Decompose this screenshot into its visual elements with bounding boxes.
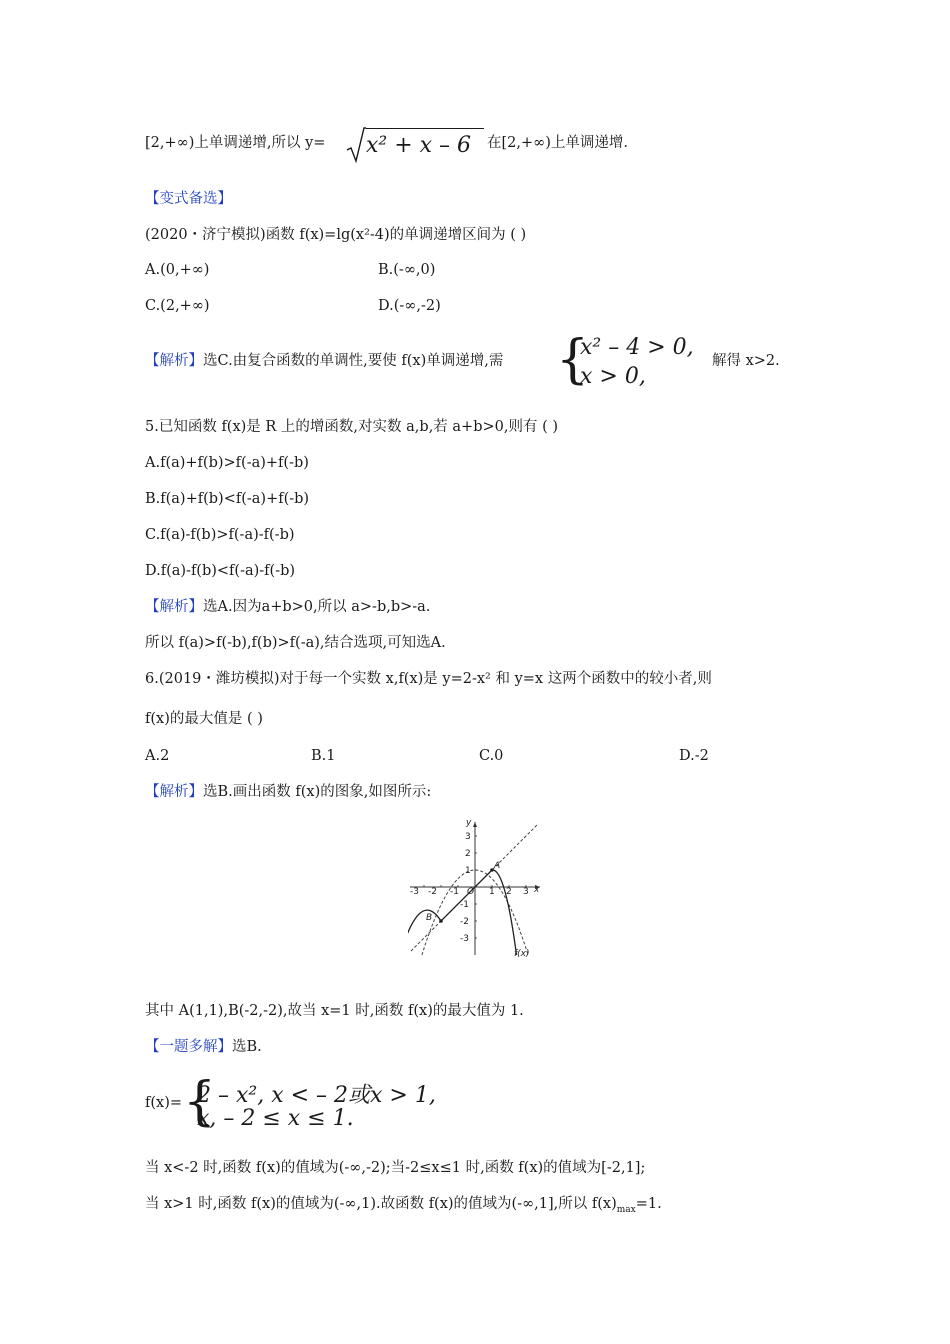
x-tick-label: -1 bbox=[450, 887, 459, 897]
y-tick-label: -3 bbox=[460, 934, 469, 944]
piecewise-brace: { bbox=[183, 1072, 217, 1132]
analysis-tag: 【解析】 bbox=[145, 599, 203, 615]
variant-tag: 【变式备选】 bbox=[145, 191, 232, 207]
y-tick-label: 2 bbox=[465, 849, 471, 859]
q5-option-c: C.f(a)-f(b)>f(-a)-f(-b) bbox=[145, 527, 295, 543]
q6-alt-solution bbox=[145, 1037, 262, 1057]
analysis-tag: 【解析】 bbox=[145, 353, 203, 369]
sqrt-bar bbox=[366, 128, 484, 129]
curve-label: f(x) bbox=[514, 949, 530, 959]
q5-stem: 5.已知函数 f(x)是 R 上的增函数,对实数 a,b,若 a+b>0,则有 ( ) bbox=[145, 419, 559, 435]
range-line-2-a: 当 x>1 时,函数 f(x)的值域为(-∞,1).故函数 f(x)的值域为(-∞,1],所以 f(x) bbox=[145, 1196, 617, 1212]
variant-option-b: B.(-∞,0) bbox=[378, 262, 436, 278]
origin-label: O bbox=[467, 887, 475, 897]
variant-analysis-end: 解得 x>2. bbox=[712, 353, 780, 369]
alt-tag: 【一题多解】 bbox=[145, 1039, 232, 1055]
y-tick-label: -1 bbox=[460, 900, 469, 910]
system-line-2: x > 0, bbox=[580, 364, 646, 389]
x-tick-label: 2 bbox=[506, 887, 512, 897]
q5-option-d: D.f(a)-f(b)<f(-a)-f(-b) bbox=[145, 563, 296, 579]
function-graph bbox=[408, 815, 548, 960]
q6-stem-line1: 6.(2019・潍坊模拟)对于每一个实数 x,f(x)是 y=2-x² 和 y=x 这两个函数中的较小者,则 bbox=[145, 671, 712, 687]
variant-analysis bbox=[145, 351, 503, 371]
sqrt-icon bbox=[346, 124, 366, 164]
analysis-text: 选C.由复合函数的单调性,要使 f(x)单调递增,需 bbox=[203, 353, 504, 369]
piece-2: x, – 2 ≤ x ≤ 1. bbox=[197, 1106, 354, 1131]
intro-suffix: 在[2,+∞)上单调递增. bbox=[487, 135, 628, 151]
x-tick-label: -2 bbox=[428, 887, 437, 897]
alt-text: 选B. bbox=[232, 1039, 262, 1055]
range-line-1: 当 x<-2 时,函数 f(x)的值域为(-∞,-2);当-2≤x≤1 时,函数 f(x)的值域为[-2,1]; bbox=[145, 1160, 646, 1176]
analysis-text: 选A.因为a+b>0,所以 a>-b,b>-a. bbox=[203, 599, 431, 615]
q6-option-c: C.0 bbox=[479, 748, 504, 764]
y-axis-arrow-icon bbox=[473, 822, 477, 827]
range-line-2 bbox=[145, 1194, 662, 1220]
q6-after-graph: 其中 A(1,1),B(-2,-2),故当 x=1 时,函数 f(x)的最大值为 1. bbox=[145, 1003, 524, 1019]
y-tick-label: -2 bbox=[460, 917, 469, 927]
q5-analysis bbox=[145, 597, 430, 617]
system-brace: { bbox=[556, 330, 590, 390]
q6-option-b: B.1 bbox=[311, 748, 336, 764]
x-axis-label: x bbox=[534, 885, 540, 895]
variant-option-d: D.(-∞,-2) bbox=[378, 298, 441, 314]
x-tick-label: -3 bbox=[410, 887, 419, 897]
point-b-label: B bbox=[426, 913, 433, 923]
q5-option-a: A.f(a)+f(b)>f(-a)+f(-b) bbox=[145, 455, 309, 471]
analysis-tag: 【解析】 bbox=[145, 784, 203, 800]
analysis-text: 选B.画出函数 f(x)的图象,如图所示: bbox=[203, 784, 432, 800]
point-b bbox=[439, 919, 443, 923]
intro-line bbox=[145, 133, 325, 153]
y-tick-label: 1 bbox=[465, 866, 471, 876]
max-subscript: max bbox=[616, 1204, 636, 1215]
variant-question: (2020・济宁模拟)函数 f(x)=lg(x²-4)的单调递增区间为 ( ) bbox=[145, 227, 527, 243]
y-axis-label: y bbox=[466, 818, 472, 828]
x-tick-label: 3 bbox=[523, 887, 529, 897]
system-line-1: x² – 4 > 0, bbox=[580, 335, 694, 360]
range-line-2-b: =1. bbox=[635, 1196, 662, 1212]
sqrt-expression bbox=[346, 124, 486, 164]
sqrt-expr: x² + x – 6 bbox=[366, 133, 472, 158]
q6-option-d: D.-2 bbox=[679, 748, 709, 764]
piecewise-prefix: f(x)= bbox=[145, 1095, 183, 1111]
q6-analysis bbox=[145, 782, 431, 802]
variant-option-a: A.(0,+∞) bbox=[145, 262, 210, 278]
intro-prefix: [2,+∞)上单调递增,所以 y= bbox=[145, 135, 326, 151]
q6-option-a: A.2 bbox=[145, 748, 170, 764]
point-a-label: A bbox=[494, 861, 501, 871]
x-tick-label: 1 bbox=[489, 887, 495, 897]
piece-1: 2 – x², x < – 2或x > 1, bbox=[197, 1083, 436, 1108]
q5-option-b: B.f(a)+f(b)<f(-a)+f(-b) bbox=[145, 491, 310, 507]
y-tick-label: 3 bbox=[465, 832, 471, 842]
q5-analysis-line2: 所以 f(a)>f(-b),f(b)>f(-a),结合选项,可知选A. bbox=[145, 635, 446, 651]
variant-option-c: C.(2,+∞) bbox=[145, 298, 210, 314]
q6-stem-line2: f(x)的最大值是 ( ) bbox=[145, 711, 263, 727]
